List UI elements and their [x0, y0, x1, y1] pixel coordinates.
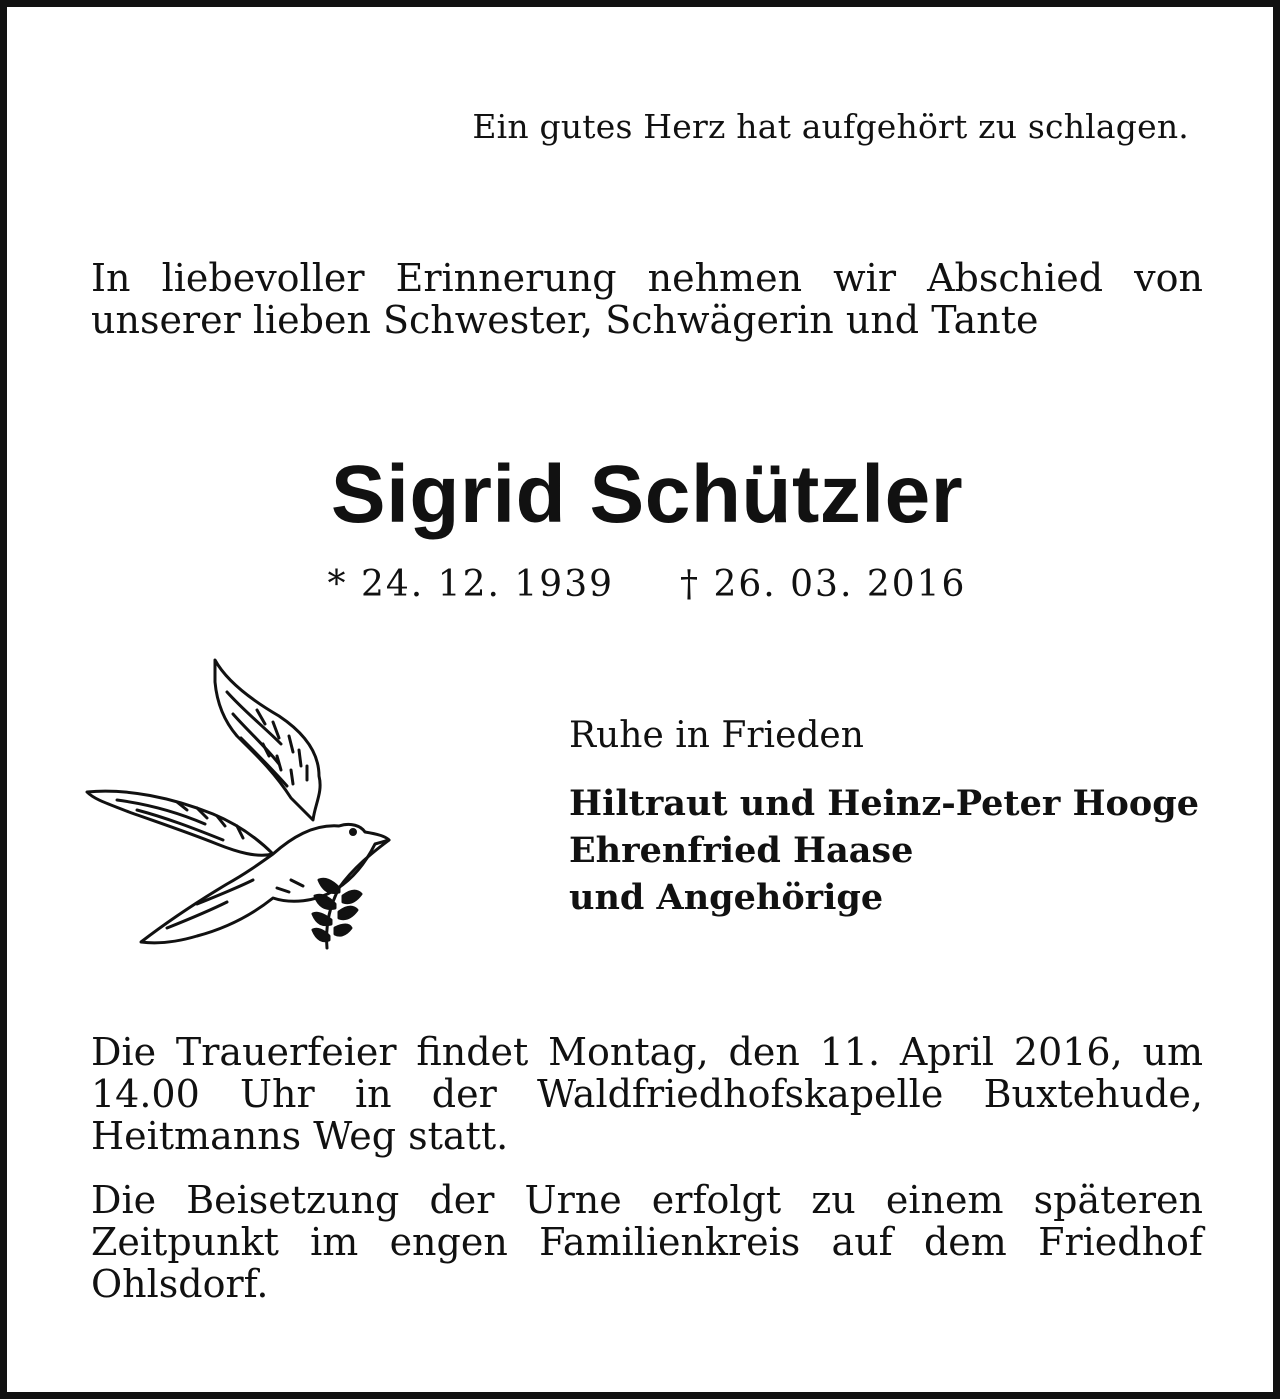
intro-line-1: In liebevoller Erinnerung nehmen wir Abschied von	[91, 256, 1203, 300]
rest-in-peace: Ruhe in Frieden	[569, 715, 864, 756]
family-line-3: und Angehörige	[569, 877, 884, 918]
dove-with-olive-branch-icon	[77, 652, 407, 962]
birth-date: * 24. 12. 1939	[327, 564, 614, 605]
ceremony-line-2: 14.00 Uhr in der Waldfriedhofskapelle Buxtehude,	[91, 1072, 1203, 1116]
burial-line-1: Die Beisetzung der Urne erfolgt zu einem späteren	[91, 1178, 1203, 1222]
family-line-2: Ehrenfried Haase	[569, 830, 914, 871]
motto: Ein gutes Herz hat aufgehört zu schlagen.	[472, 107, 1189, 146]
life-dates	[7, 564, 1280, 605]
ceremony-line-1: Die Trauerfeier findet Montag, den 11. April 2016, um	[91, 1030, 1203, 1074]
burial-line-3: Ohlsdorf.	[91, 1262, 269, 1306]
deceased-name: Sigrid Schützler	[330, 449, 964, 540]
death-date: † 26. 03. 2016	[680, 564, 967, 605]
intro-line-2: unserer lieben Schwester, Schwägerin und Tante	[91, 298, 1039, 342]
ceremony-line-3: Heitmanns Weg statt.	[91, 1114, 509, 1158]
family-line-1: Hiltraut und Heinz-Peter Hooge	[569, 783, 1199, 824]
burial-line-2: Zeitpunkt im engen Familienkreis auf dem Friedhof	[91, 1220, 1203, 1264]
